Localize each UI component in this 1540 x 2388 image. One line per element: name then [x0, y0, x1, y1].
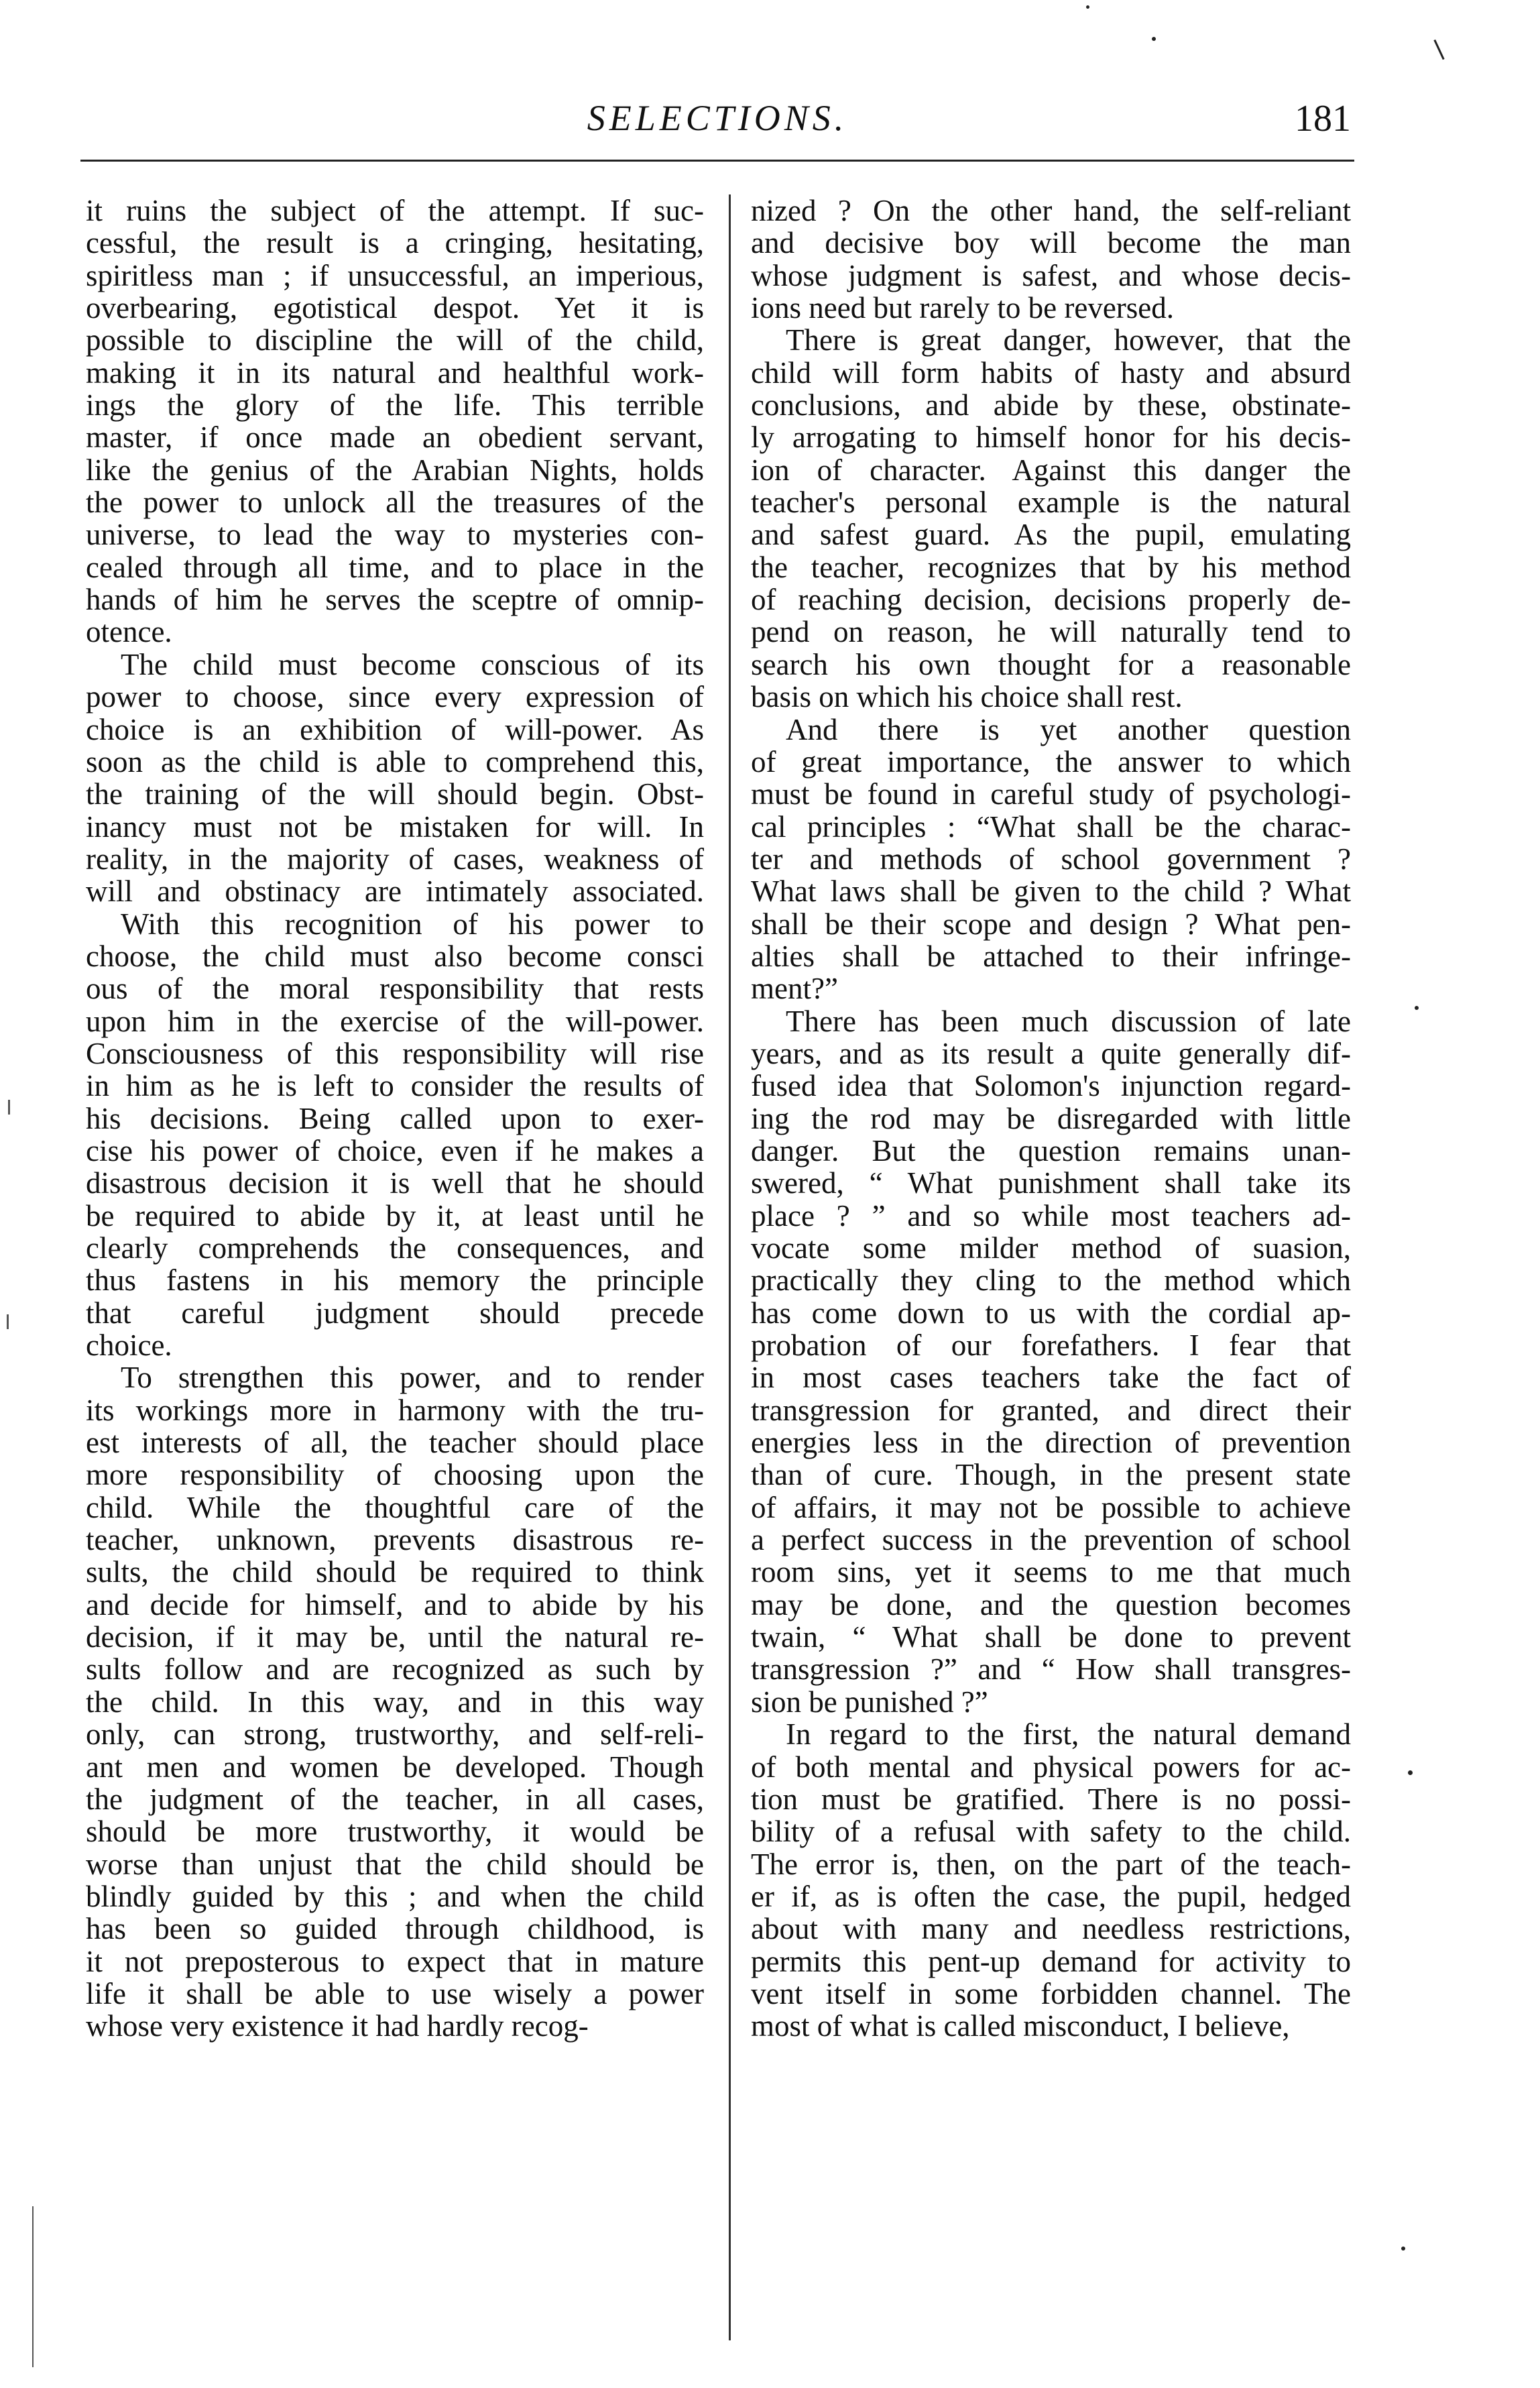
text-line: nized ? On the other hand, the self-reliant: [751, 194, 1351, 227]
text-line: choose, the child must also become consci: [86, 939, 704, 973]
text-line: search his own thought for a reasonable: [751, 647, 1351, 681]
left-text-column: [86, 194, 704, 2043]
text-line: life it shall be able to use wisely a power: [86, 1976, 704, 2010]
text-line: sion be punished ?”: [751, 1685, 988, 1719]
text-line: the judgment of the teacher, in all cases,: [86, 1782, 704, 1816]
right-text-column: [751, 194, 1351, 2043]
text-line: the teacher, recognizes that by his method: [751, 550, 1351, 584]
text-line: decision, if it may be, until the natural re-: [86, 1620, 704, 1654]
text-line: reality, in the majority of cases, weakness of: [86, 842, 704, 876]
text-line: be required to abide by it, at least until he: [86, 1198, 704, 1233]
text-line: There is great danger, however, that the: [786, 323, 1351, 357]
text-line: With this recognition of his power to: [121, 907, 704, 941]
text-line: overbearing, egotistical despot. Yet it is: [86, 291, 704, 325]
text-line: blindly guided by this ; and when the child: [86, 1879, 704, 1913]
margin-mark: [1086, 5, 1089, 9]
text-line: The error is, then, on the part of the teach-: [751, 1847, 1351, 1881]
margin-mark: [1415, 1006, 1419, 1010]
text-line: of reaching decision, decisions properly de-: [751, 583, 1351, 617]
text-line: child. While the thoughtful care of the: [86, 1490, 704, 1524]
text-line: conclusions, and abide by these, obstinate-: [751, 388, 1351, 422]
text-line: the power to unlock all the treasures of the: [86, 486, 704, 520]
text-line: may be done, and the question becomes: [751, 1587, 1351, 1622]
text-line: cessful, the result is a cringing, hesitating,: [86, 226, 704, 260]
text-line: a perfect success in the prevention of school: [751, 1523, 1351, 1557]
text-line: hands of him he serves the sceptre of omnip-: [86, 583, 704, 617]
text-line: whose very existence it had hardly recog-: [86, 2009, 589, 2043]
text-line: thus fastens in his memory the principle: [86, 1263, 704, 1298]
text-line: it not preposterous to expect that in mature: [86, 1944, 704, 1978]
text-line: transgression ?” and “ How shall transgres-: [751, 1652, 1351, 1687]
text-line: of both mental and physical powers for ac-: [751, 1750, 1351, 1784]
margin-mark: [7, 1314, 9, 1329]
text-line: teacher, unknown, prevents disastrous re-: [86, 1523, 704, 1557]
text-line: danger. But the question remains unan-: [751, 1133, 1351, 1168]
text-line: whose judgment is safest, and whose decis-: [751, 258, 1351, 292]
text-line: it ruins the subject of the attempt. If suc-: [86, 194, 704, 227]
margin-mark: [1433, 40, 1444, 60]
text-line: And there is yet another question: [786, 712, 1351, 746]
text-line: sults, the child should be required to think: [86, 1555, 704, 1589]
text-line: his decisions. Being called upon to exer-: [86, 1101, 704, 1135]
text-line: in him as he is left to consider the results of: [86, 1069, 704, 1103]
text-line: clearly comprehends the consequences, and: [86, 1231, 704, 1265]
text-line: the child. In this way, and in this way: [86, 1685, 704, 1719]
text-line: In regard to the first, the natural demand: [786, 1717, 1351, 1752]
text-line: choice is an exhibition of will-power. As: [86, 712, 704, 746]
text-line: and safest guard. As the pupil, emulating: [751, 518, 1351, 552]
text-line: of affairs, it may not be possible to achieve: [751, 1490, 1351, 1524]
text-line: shall be their scope and design ? What pen-: [751, 907, 1351, 941]
column-divider-rule: [729, 194, 731, 2340]
text-line: universe, to lead the way to mysteries con-: [86, 518, 704, 552]
text-line: cal principles : “What shall be the charac-: [751, 809, 1351, 844]
text-line: inancy must not be mistaken for will. In: [86, 809, 704, 844]
text-line: To strengthen this power, and to render: [121, 1361, 704, 1395]
text-line: like the genius of the Arabian Nights, holds: [86, 453, 704, 487]
text-line: only, can strong, trustworthy, and self-reli-: [86, 1717, 704, 1752]
text-line: than of cure. Though, in the present state: [751, 1458, 1351, 1492]
text-line: power to choose, since every expression of: [86, 680, 704, 714]
text-line: that careful judgment should precede: [86, 1296, 704, 1330]
text-line: and decisive boy will become the man: [751, 226, 1351, 260]
header-rule: [80, 160, 1354, 162]
text-line: room sins, yet it seems to me that much: [751, 1555, 1351, 1589]
text-line: permits this pent-up demand for activity to: [751, 1944, 1351, 1978]
text-line: its workings more in harmony with the tru-: [86, 1393, 704, 1427]
margin-mark: [1408, 1770, 1413, 1775]
text-line: er if, as is often the case, the pupil, hedged: [751, 1879, 1351, 1913]
text-line: ions need but rarely to be reversed.: [751, 291, 1175, 325]
text-line: ly arrogating to himself honor for his decis-: [751, 420, 1351, 455]
text-line: teacher's personal example is the natural: [751, 486, 1351, 520]
text-line: and decide for himself, and to abide by his: [86, 1587, 704, 1622]
page-number: 181: [1295, 98, 1351, 139]
text-line: ion of character. Against this danger the: [751, 453, 1351, 487]
text-line: about with many and needless restrictions,: [751, 1912, 1351, 1946]
text-line: more responsibility of choosing upon the: [86, 1458, 704, 1492]
text-line: What laws shall be given to the child ? What: [751, 874, 1351, 909]
text-line: will and obstinacy are intimately associated.: [86, 874, 704, 909]
text-line: in most cases teachers take the fact of: [751, 1361, 1351, 1395]
text-line: must be found in careful study of psychologi-: [751, 777, 1351, 811]
text-line: otence.: [86, 615, 172, 649]
text-line: choice.: [86, 1328, 172, 1363]
text-line: place ? ” and so while most teachers ad-: [751, 1198, 1351, 1233]
text-line: fused idea that Solomon's injunction regard-: [751, 1069, 1351, 1103]
text-line: est interests of all, the teacher should place: [86, 1426, 704, 1460]
text-line: vent itself in some forbidden channel. The: [751, 1976, 1351, 2010]
text-line: twain, “ What shall be done to prevent: [751, 1620, 1351, 1654]
text-line: ings the glory of the life. This terrible: [86, 388, 704, 422]
text-line: alties shall be attached to their infringe-: [751, 939, 1351, 973]
text-line: energies less in the direction of prevention: [751, 1426, 1351, 1460]
text-line: cise his power of choice, even if he makes a: [86, 1133, 704, 1168]
text-line: years, and as its result a quite generally dif-: [751, 1036, 1351, 1070]
text-line: practically they cling to the method which: [751, 1263, 1351, 1298]
text-line: has been so guided through childhood, is: [86, 1912, 704, 1946]
text-line: Consciousness of this responsibility will rise: [86, 1036, 704, 1070]
text-line: most of what is called misconduct, I believe,: [751, 2009, 1290, 2043]
text-line: probation of our forefathers. I fear that: [751, 1328, 1351, 1363]
text-line: sults follow and are recognized as such by: [86, 1652, 704, 1687]
text-line: possible to discipline the will of the child,: [86, 323, 704, 357]
text-line: pend on reason, he will naturally tend to: [751, 615, 1351, 649]
text-line: has come down to us with the cordial ap-: [751, 1296, 1351, 1330]
text-line: should be more trustworthy, it would be: [86, 1815, 704, 1849]
text-line: making it in its natural and healthful work-: [86, 355, 704, 390]
text-line: the training of the will should begin. Obst-: [86, 777, 704, 811]
text-line: master, if once made an obedient servant,: [86, 420, 704, 455]
text-line: tion must be gratified. There is no possi-: [751, 1782, 1351, 1816]
margin-mark: [32, 2206, 34, 2367]
text-line: The child must become conscious of its: [121, 647, 704, 681]
text-line: upon him in the exercise of the will-power.: [86, 1004, 704, 1038]
text-line: disastrous decision it is well that he should: [86, 1166, 704, 1200]
text-line: transgression for granted, and direct their: [751, 1393, 1351, 1427]
text-line: ing the rod may be disregarded with little: [751, 1101, 1351, 1135]
text-line: worse than unjust that the child should be: [86, 1847, 704, 1881]
margin-mark: [8, 1100, 10, 1115]
margin-mark: [1401, 2247, 1405, 2251]
text-line: soon as the child is able to comprehend this,: [86, 744, 704, 779]
text-line: of great importance, the answer to which: [751, 744, 1351, 779]
text-line: ous of the moral responsibility that rests: [86, 972, 704, 1006]
text-line: swered, “ What punishment shall take its: [751, 1166, 1351, 1200]
text-line: vocate some milder method of suasion,: [751, 1231, 1351, 1265]
text-line: cealed through all time, and to place in the: [86, 550, 704, 584]
text-line: There has been much discussion of late: [786, 1004, 1351, 1038]
text-line: ment?”: [751, 972, 838, 1006]
text-line: spiritless man ; if unsuccessful, an imperious,: [86, 258, 704, 292]
text-line: ant men and women be developed. Though: [86, 1750, 704, 1784]
text-line: basis on which his choice shall rest.: [751, 680, 1183, 714]
margin-mark: [1152, 37, 1156, 41]
running-header-title: SELECTIONS.: [587, 98, 848, 138]
text-line: ter and methods of school government ?: [751, 842, 1351, 876]
text-line: bility of a refusal with safety to the child.: [751, 1815, 1351, 1849]
text-line: child will form habits of hasty and absurd: [751, 355, 1351, 390]
